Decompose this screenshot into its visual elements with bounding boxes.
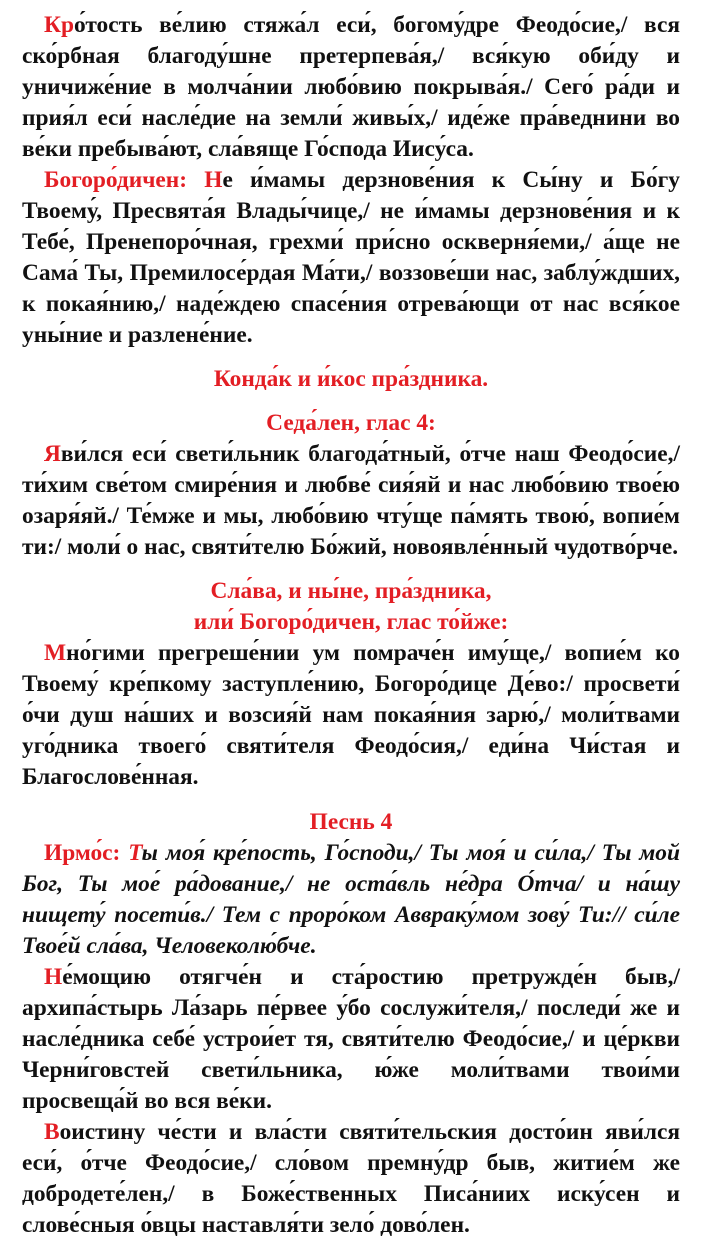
drop-initial: Я — [44, 441, 61, 467]
irmos-paragraph — [22, 838, 680, 962]
rubric-label: Ирмо́с: — [44, 840, 129, 866]
paragraph-text: но́гими прегреше́нии ум помраче́н иму́ще,/ вопие́м ко Твоему́ кре́пкому заступле́нию, Богоро́дице Де́во:/ просвети́ о́чи душ на́ших и возсия́й нам покая́ния зарю́,/ моли́твами уго́дника твоего́ святи́теля Феодо́сия,/ еди́на Чи́стая и Благослове́нная. — [22, 640, 680, 790]
troparion-paragraph — [22, 10, 680, 165]
paragraph-text: о́тость ве́лию стяжа́л еси́, богому́дре Феодо́сие,/ вся ско́рбная благоду́шне претерпева́я,/ вся́кую оби́ду и уничиже́ние в молча́нии любо́вию покрыва́я./ Сего́ ра́ди и прия́л еси́ насле́дие на земли́ живы́х,/ иде́же пра́веднини во ве́ки пребыва́ют, сла́вяще Го́спода Иису́са. — [22, 12, 680, 162]
sedalen-paragraph — [22, 439, 680, 563]
paragraph-text: оистину че́сти и вла́сти святи́тельския досто́ин яви́лся еси́, о́тче Феодо́сие,/ сло́вом премну́др быв, житие́м же добродете́лен,/ в Боже́ственных Писа́ниих иску́сен и слове́сныя о́вцы наставля́ти зело́ дово́лен. — [22, 1119, 680, 1238]
heading-line: или́ Богоро́дичен, глас то́йже: — [193, 609, 509, 635]
heading-line: Сла́ва, и ны́не, пра́здника, — [210, 578, 492, 604]
drop-initial: Н — [204, 167, 223, 193]
section-heading-sedalen: Седа́лен, глас 4: — [266, 410, 436, 436]
rubric-label: Богоро́дичен: — [44, 167, 205, 193]
paragraph-text: ы моя́ кре́пость, Го́споди,/ Ты моя́ и си́ла,/ Ты мой Бог, Ты мое́ ра́дование,/ не оста́вль не́дра О́тча/ и на́шу нищету́ посети́в./ Тем с проро́ком Аввраку́мом зову́ Ти:// си́ле Твое́й сла́ва, Человеколю́бче. — [22, 840, 680, 959]
drop-initial: Н — [44, 964, 63, 990]
troparion-paragraph-2 — [22, 962, 680, 1117]
drop-initial: М — [44, 640, 67, 666]
paragraph-text: ви́лся еси́ свети́льник благода́тный, о́тче наш Феодо́сие,/ ти́хим све́том смире́ния и любве́ сия́яй и нас любо́вию твое́ю озаря́яй./ Те́мже и мы, любо́вию чту́ще па́мять твою́, вопие́м ти:/ моли́ о нас, святи́телю Бо́жий, новоявле́нный чудотво́рче. — [22, 441, 680, 560]
drop-initial: Кр — [44, 12, 74, 38]
section-heading-kontakion: Конда́к и и́кос пра́здника. — [213, 366, 489, 392]
section-heading-glory — [22, 576, 680, 638]
paragraph-text: е и́мамы дерзнове́ния к Сы́ну и Бо́гу Твоему́, Пресвята́я Влады́чице,/ не и́мамы дерзнове́ния и к Тебе́, Пренепоро́чная, грехми́ при́сно оскверня́еми,/ а́ще не Сама́ Ты, Премилосе́рдая Ма́ти,/ воззове́ши нас, заблу́ждших, к покая́нию,/ наде́ждею спасе́ния отрева́ющи от нас вся́кое уны́ние и разлене́ние. — [22, 167, 680, 348]
drop-initial: В — [44, 1119, 60, 1145]
section-heading-ode: Песнь 4 — [309, 809, 393, 835]
paragraph-text: е́мощию отягче́н и ста́ростию претружде́н быв,/ архипа́стырь Ла́зарь пе́рвее у́бо сослужи́теля,/ последи́ же и насле́дника себе́ устрои́ет тя, святи́телю Феодо́сие,/ и це́ркви Черни́говстей свети́льника, ю́же моли́твами твои́ми просвеща́й во вся ве́ки. — [22, 964, 680, 1114]
troparion-paragraph-3 — [22, 1117, 680, 1241]
drop-initial: Т — [128, 840, 142, 866]
theotokion-paragraph — [22, 165, 680, 351]
theotokion-paragraph-2 — [22, 638, 680, 793]
